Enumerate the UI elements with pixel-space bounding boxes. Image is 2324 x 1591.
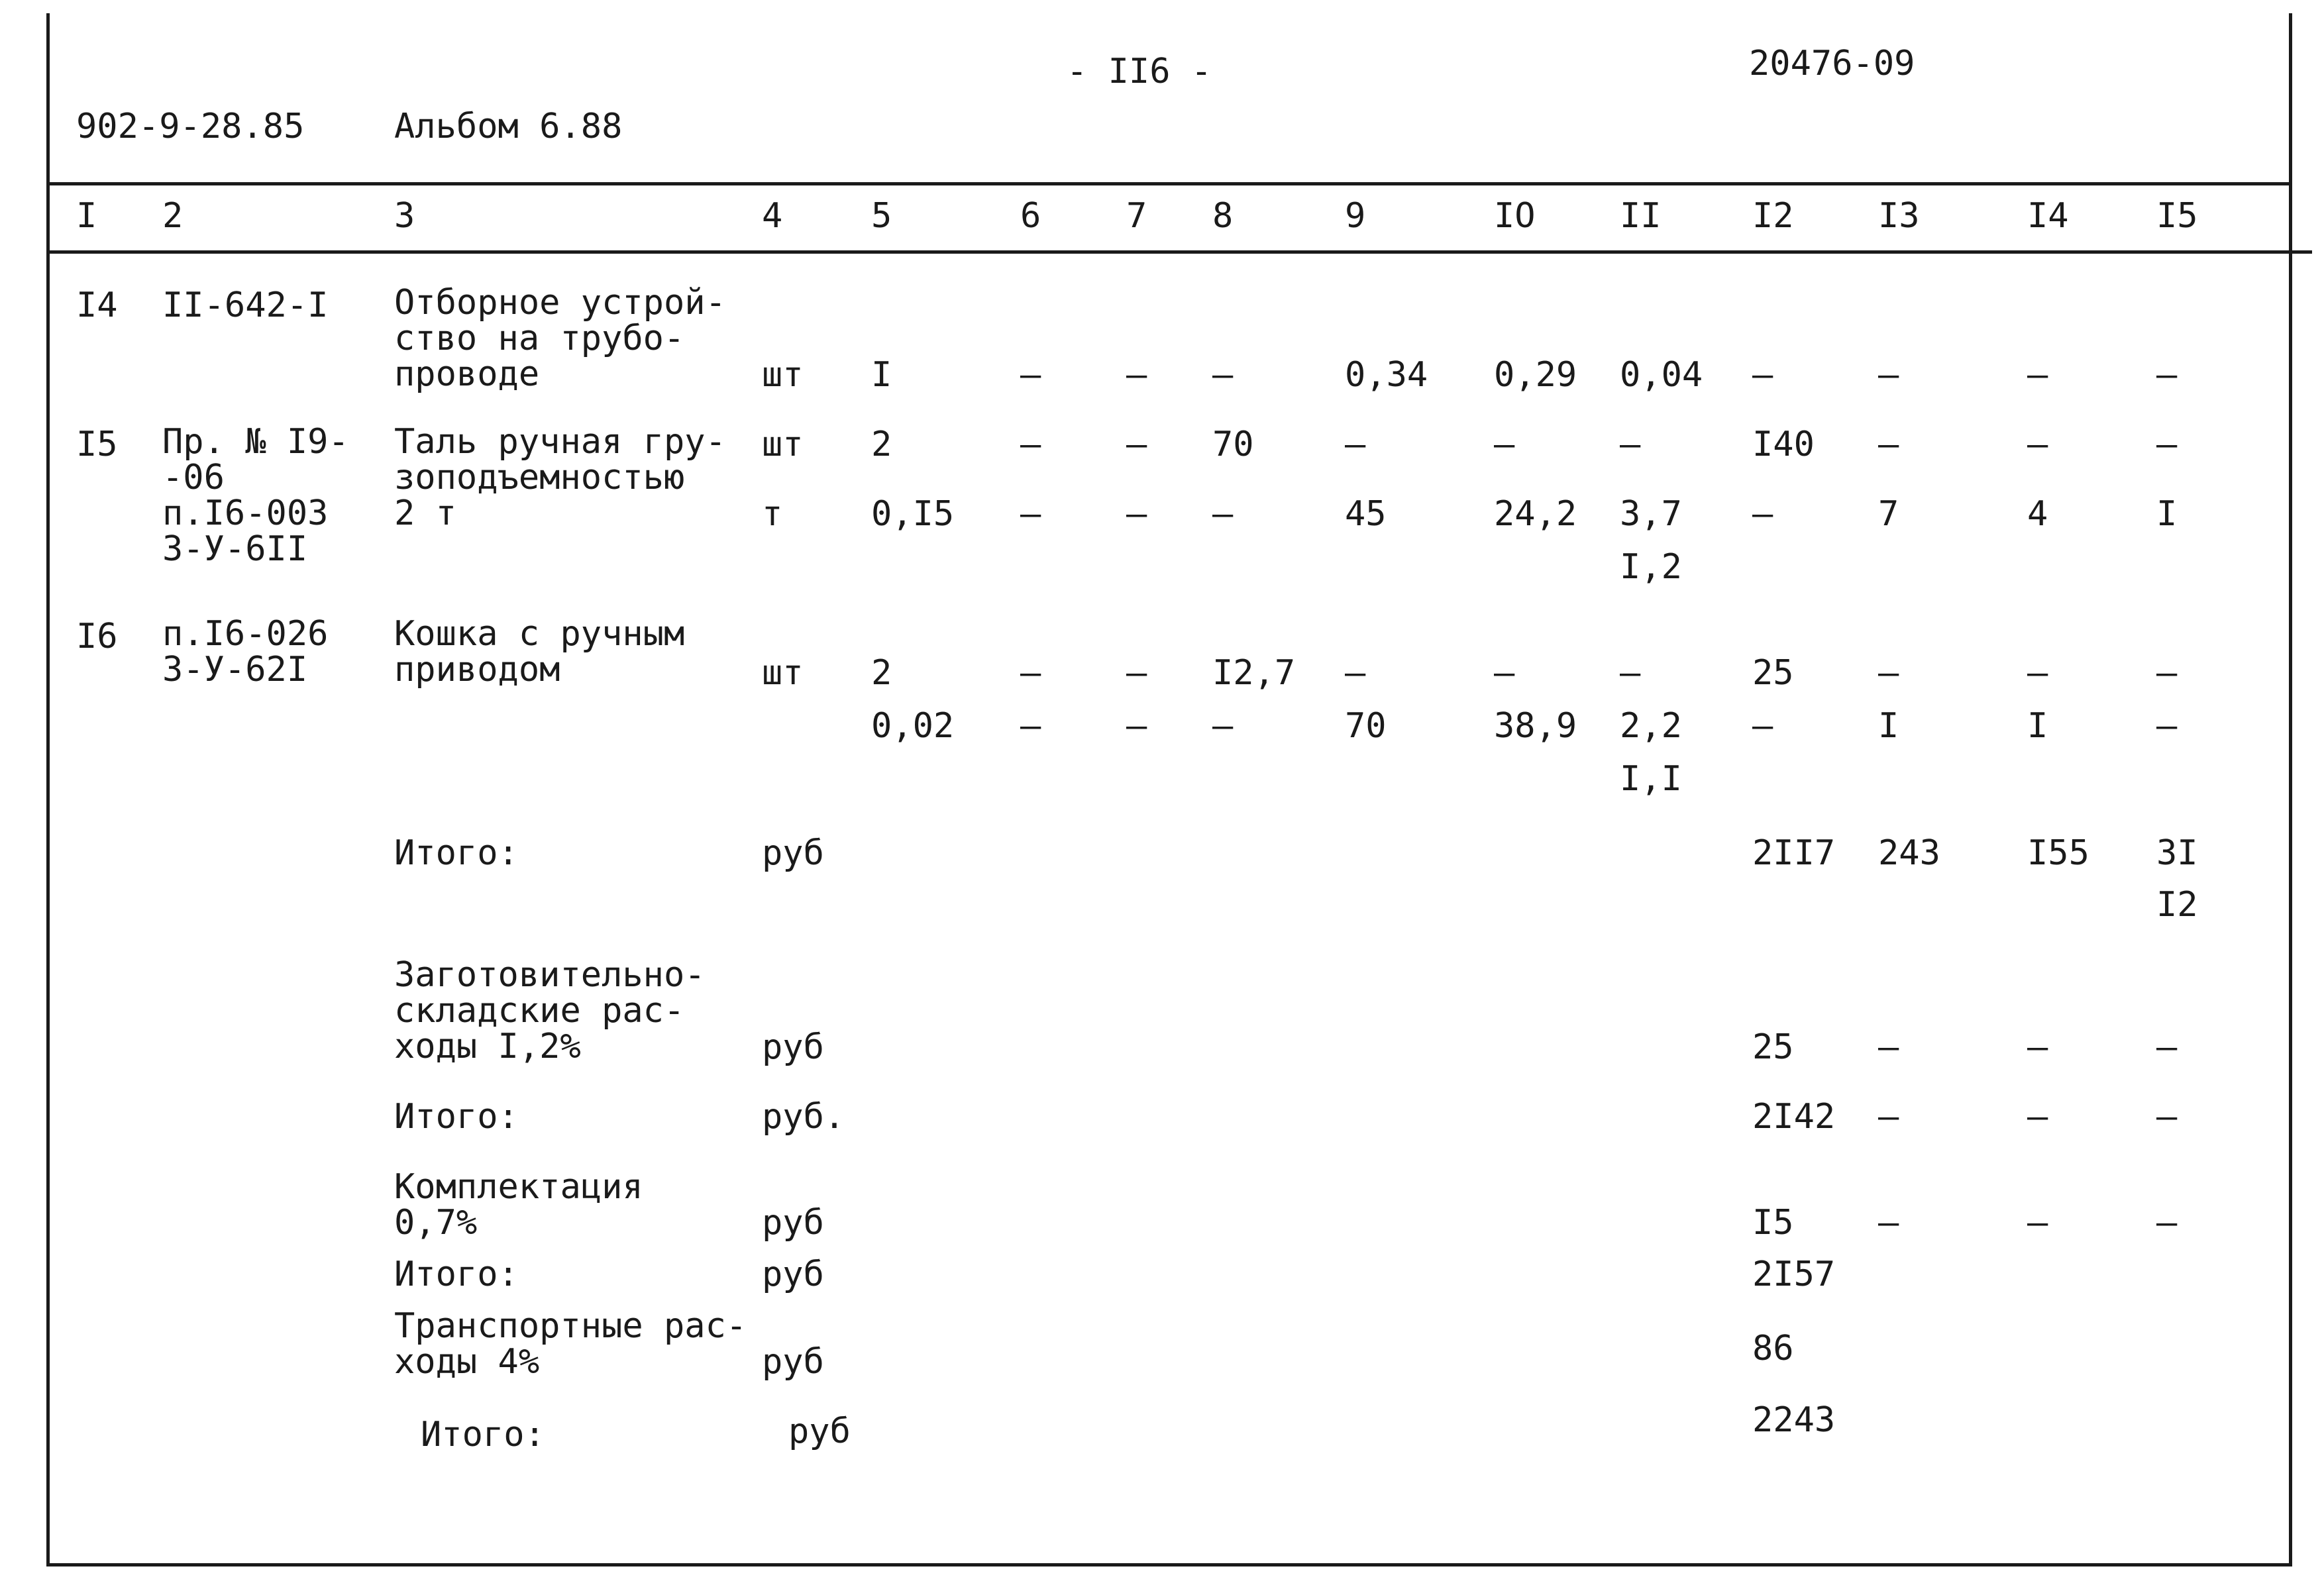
total-label: Комплектация 0,7% — [394, 1167, 643, 1243]
cell: – — [1620, 425, 1641, 464]
cell: 2II7 — [1752, 833, 1836, 873]
cell: – — [1020, 706, 1041, 746]
cell: 2 — [871, 653, 892, 693]
cell: – — [1212, 355, 1234, 395]
cell: – — [2027, 1097, 2048, 1137]
cell: 7 — [1878, 494, 1899, 534]
cell: 0,04 — [1620, 355, 1703, 395]
cell: – — [1126, 494, 1147, 534]
cell: – — [2156, 425, 2178, 464]
cell: 2I42 — [1752, 1097, 1836, 1137]
cell: – — [1345, 653, 1366, 693]
header-rule — [46, 182, 2292, 185]
cell: I — [2027, 706, 2048, 746]
column-header: 2 — [162, 196, 184, 236]
cell: 0,29 — [1494, 355, 1577, 395]
cell: – — [1878, 1027, 1899, 1067]
unit: руб — [762, 1255, 824, 1294]
row-number: I5 — [76, 425, 118, 464]
price-code: II-642-I — [162, 285, 329, 325]
cell: 86 — [1752, 1329, 1794, 1368]
cell: 3I — [2156, 833, 2198, 873]
cell: – — [1212, 706, 1234, 746]
column-header: I3 — [1878, 196, 1920, 236]
item-name: Кошка с ручным приводом — [394, 614, 685, 690]
cell: – — [1126, 706, 1147, 746]
cell: – — [1878, 425, 1899, 464]
cell: 70 — [1345, 706, 1387, 746]
unit: т — [762, 494, 783, 534]
cell: – — [1212, 494, 1234, 534]
cell: – — [1878, 653, 1899, 693]
total-label: Итого: — [394, 1255, 519, 1294]
cell: 70 — [1212, 425, 1254, 464]
total-label: Итого: — [394, 1097, 519, 1137]
cell: – — [1878, 1203, 1899, 1243]
cell: 25 — [1752, 1027, 1794, 1067]
column-header: IO — [1494, 196, 1536, 236]
unit: руб — [788, 1411, 851, 1451]
item-name: Таль ручная гру- зоподъемностью 2 т — [394, 422, 726, 533]
cell: I40 — [1752, 425, 1815, 464]
total-label: Итого: — [421, 1415, 545, 1455]
column-header: 3 — [394, 196, 415, 236]
cell: I2 — [2156, 885, 2198, 925]
column-header: 6 — [1020, 196, 1041, 236]
cell: 4 — [2027, 494, 2048, 534]
row-number: I4 — [76, 285, 118, 325]
cell: – — [1345, 425, 1366, 464]
cell: 24,2 — [1494, 494, 1577, 534]
album-label: Альбом 6.88 — [394, 107, 623, 146]
cell: – — [1126, 653, 1147, 693]
cell: – — [1752, 706, 1773, 746]
cell: 243 — [1878, 833, 1940, 873]
total-label: Транспортные рас- ходы 4% — [394, 1306, 747, 1382]
cell: – — [2027, 355, 2048, 395]
cell: – — [2027, 1203, 2048, 1243]
column-header: I4 — [2027, 196, 2069, 236]
cell: 0,34 — [1345, 355, 1428, 395]
cell: – — [2027, 1027, 2048, 1067]
cell: 2,2 — [1620, 706, 1682, 746]
cell: I5 — [1752, 1203, 1794, 1243]
cell: – — [1020, 494, 1041, 534]
item-name: Отборное устрой- ство на трубо- проводе — [394, 283, 726, 394]
column-header: 5 — [871, 196, 892, 236]
cell: – — [2156, 1097, 2178, 1137]
page-frame — [46, 13, 2292, 1566]
cell: – — [1878, 1097, 1899, 1137]
cell: 0,02 — [871, 706, 955, 746]
cell: – — [2027, 425, 2048, 464]
price-code: п.I6-026 3-У-62I — [162, 614, 329, 690]
cell: I2,7 — [1212, 653, 1296, 693]
cell: I55 — [2027, 833, 2089, 873]
document-number: 20476-09 — [1749, 44, 1915, 83]
cell: I — [2156, 494, 2178, 534]
cell: 25 — [1752, 653, 1794, 693]
cell: – — [1494, 425, 1515, 464]
total-label: Итого: — [394, 833, 519, 873]
column-header: II — [1620, 196, 1662, 236]
unit: шт — [762, 355, 804, 395]
document-code: 902-9-28.85 — [76, 107, 305, 146]
cell: I,2 — [1620, 547, 1682, 587]
cell: – — [1020, 355, 1041, 395]
unit: шт — [762, 653, 804, 693]
cell: – — [2156, 1027, 2178, 1067]
cell: – — [2156, 355, 2178, 395]
unit: руб — [762, 1203, 824, 1243]
cell: 2243 — [1752, 1400, 1836, 1440]
column-header: 9 — [1345, 196, 1366, 236]
column-header: 4 — [762, 196, 783, 236]
cell: – — [1126, 355, 1147, 395]
unit: руб. — [762, 1097, 845, 1137]
cell: 38,9 — [1494, 706, 1577, 746]
cell: 2I57 — [1752, 1255, 1836, 1294]
cell: 2 — [871, 425, 892, 464]
cell: – — [2027, 653, 2048, 693]
column-header: I5 — [2156, 196, 2198, 236]
cell: I — [1878, 706, 1899, 746]
column-header: 7 — [1126, 196, 1147, 236]
cell: I — [871, 355, 892, 395]
cell: – — [1878, 355, 1899, 395]
unit: руб — [762, 1027, 824, 1067]
column-header: I — [76, 196, 97, 236]
column-header: 8 — [1212, 196, 1234, 236]
cell: – — [1020, 653, 1041, 693]
cell: 0,I5 — [871, 494, 955, 534]
column-header: I2 — [1752, 196, 1794, 236]
cell: I,I — [1620, 759, 1682, 799]
cell: – — [2156, 653, 2178, 693]
cell: – — [1752, 494, 1773, 534]
row-number: I6 — [76, 617, 118, 656]
cell: – — [1494, 653, 1515, 693]
cell: – — [1620, 653, 1641, 693]
unit: руб — [762, 833, 824, 873]
cell: 3,7 — [1620, 494, 1682, 534]
page-number: - II6 - — [1067, 52, 1212, 91]
cell: 45 — [1345, 494, 1387, 534]
price-code: Пр. № I9- -06 п.I6-003 3-У-6II — [162, 422, 349, 569]
cell: – — [1020, 425, 1041, 464]
cell: – — [2156, 1203, 2178, 1243]
cell: – — [1752, 355, 1773, 395]
cell: – — [2156, 706, 2178, 746]
unit: шт — [762, 425, 804, 464]
cell: – — [1126, 425, 1147, 464]
unit: руб — [762, 1342, 824, 1382]
column-header-rule — [46, 250, 2312, 254]
total-label: Заготовительно- складские рас- ходы I,2% — [394, 955, 706, 1066]
